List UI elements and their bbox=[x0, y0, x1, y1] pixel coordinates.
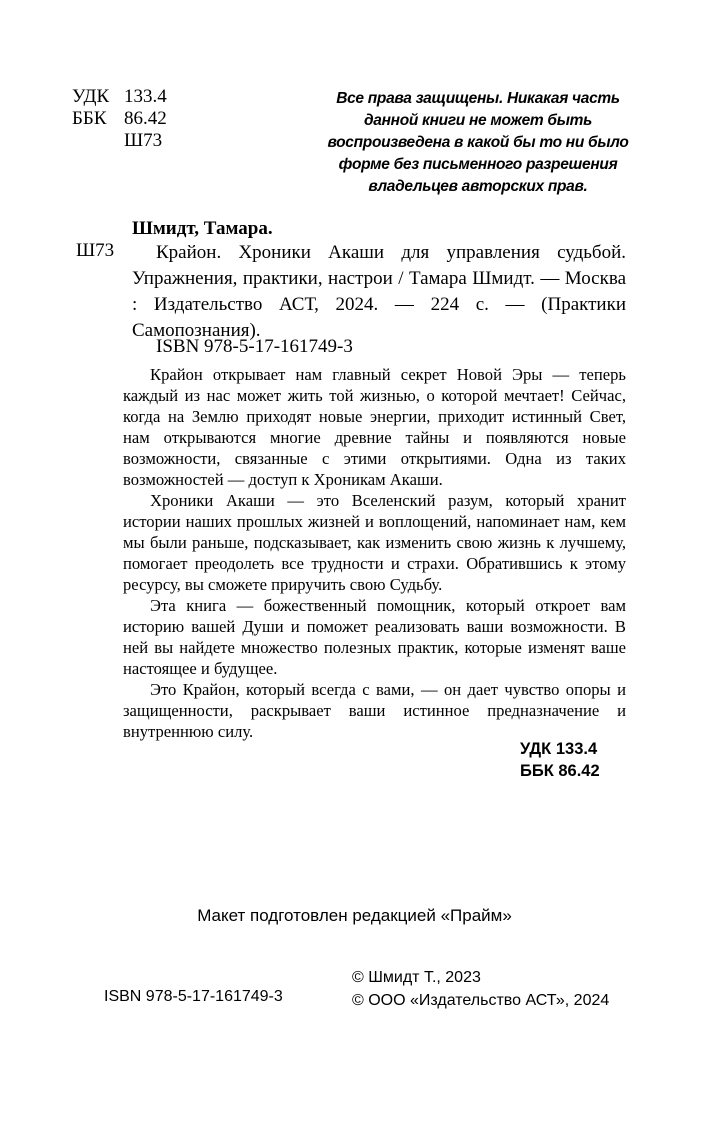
author-heading: Шмидт, Тамара. bbox=[132, 218, 273, 239]
cutter-mark: Ш73 bbox=[76, 240, 115, 261]
layout-note: Макет подготовлен редакцией «Прайм» bbox=[197, 906, 512, 925]
udk-label: УДК bbox=[72, 86, 110, 107]
isbn-bottom: ISBN 978-5-17-161749-3 bbox=[104, 988, 283, 1005]
rights-notice: Все права защищены. Никакая часть данной книги не может быть воспроизведена в какой бы то ни было форме без письменного разрешения владельцев авторских прав. bbox=[327, 90, 629, 195]
bbk-row bbox=[72, 108, 167, 130]
udk-bottom: УДК 133.4 bbox=[520, 740, 598, 758]
cutter-code: Ш73 bbox=[124, 130, 163, 151]
udk-row bbox=[72, 86, 167, 108]
classification-codes bbox=[72, 86, 167, 152]
udk-value: 133.4 bbox=[124, 86, 167, 107]
classification-bottom bbox=[520, 738, 625, 782]
annotation-paragraph: Крайон открывает нам главный секрет Новой Эры — теперь каждый из нас может жить той жизнью, о которой мечтает! Сейчас, когда на Землю приходят новые энергии, приходит истинный Свет, нам открываются многие древние тайны и появляются новые возможности, связанные с этими открытиями. Одна из таких возможностей — доступ к Хроникам Акаши. bbox=[123, 365, 626, 489]
annotation-paragraph: Эта книга — божественный помощник, который откроет вам историю вашей Души и поможет реализовать ваши возможности. В ней вы найдете множество полезных практик, которые изменят ваше настоящее и будущее. bbox=[123, 596, 626, 678]
cutter-row bbox=[72, 130, 167, 152]
copyright-block bbox=[352, 966, 609, 1012]
copyright-publisher: © ООО «Издательство АСТ», 2024 bbox=[352, 992, 610, 1009]
annotation-paragraph: Это Крайон, который всегда с вами, — он дает чувство опоры и защищенности, раскрывает ваши истинное предназначение и внутреннюю силу. bbox=[123, 680, 626, 741]
bbk-value: 86.42 bbox=[124, 108, 167, 129]
bbk-label: ББК bbox=[72, 108, 107, 129]
annotation bbox=[123, 364, 626, 742]
annotation-paragraph: Хроники Акаши — это Вселенский разум, который хранит истории наших прошлых жизней и воплощений, напоминает нам, кем мы были раньше, подсказывает, как изменить свою жизнь к лучшему, помогает преодолеть все трудности и страхи. Обратившись к этому ресурсу, вы сможете приручить свою Судьбу. bbox=[123, 491, 626, 594]
copyright-author: © Шмидт Т., 2023 bbox=[352, 969, 481, 986]
bibliographic-record: Крайон. Хроники Акаши для управления судьбой. Упражнения, практики, настрои / Тамара Шмидт. — Москва : Издательство АСТ, 2024. — 224 с. — (Практики Самопознания). bbox=[132, 242, 626, 341]
bbk-bottom: ББК 86.42 bbox=[520, 762, 600, 780]
isbn-main: ISBN 978-5-17-161749-3 bbox=[156, 336, 353, 357]
